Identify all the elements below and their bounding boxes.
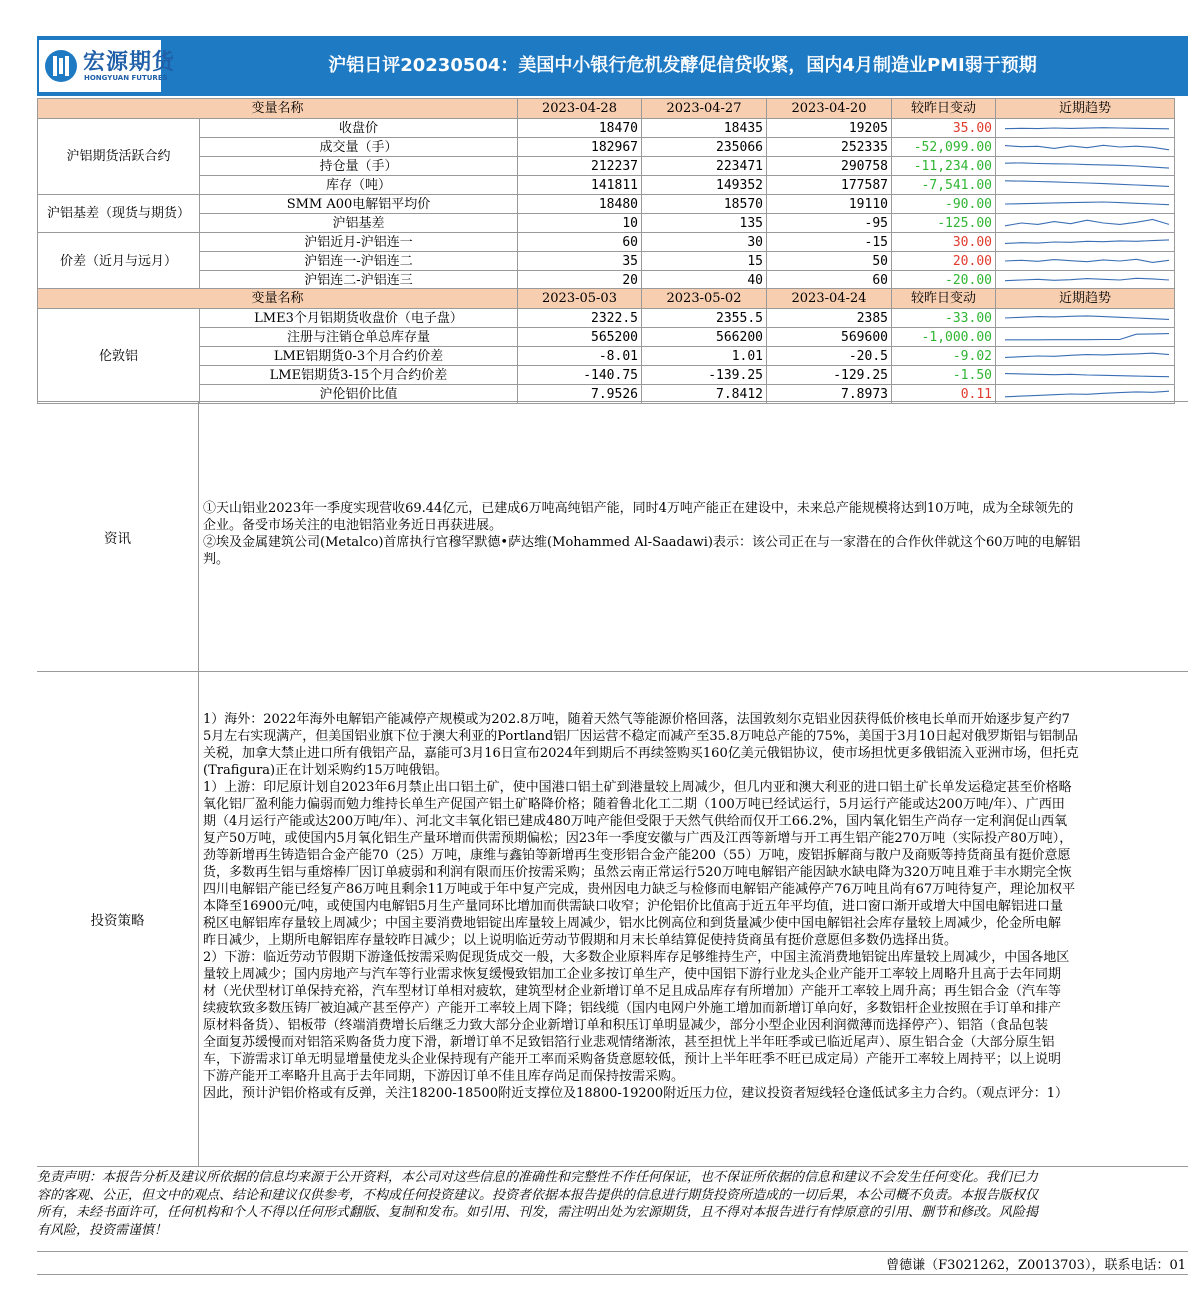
- strategy-line: 因此，预计沪铝价格或有反弹，关注18200-18500附近支撑位及18800-19200附近压力位，建议投资者短线轻仓逢低试多主力合约。（观点评分：1）: [203, 1086, 1068, 1101]
- header-variable-name: 变量名称: [38, 99, 518, 119]
- value-cell: 565200: [518, 328, 642, 347]
- value-cell: 30: [642, 233, 767, 252]
- sparkline-line: [1005, 128, 1169, 129]
- sparkline-line: [1005, 163, 1169, 168]
- disclaimer-line: 容的客观、公正，但文中的观点、结论和建议仅供参考，不构成任何投资建议。投资者依据本报告提供的信息进行期货投资所造成的一切后果，本公司概不负责。本报告版权仅: [37, 1187, 1039, 1203]
- change-cell: -90.00: [892, 195, 996, 214]
- change-cell: 30.00: [892, 233, 996, 252]
- strategy-content: [203, 711, 1188, 1102]
- sparkline-line: [1005, 202, 1169, 205]
- change-cell: -11,234.00: [892, 157, 996, 176]
- strategy-line: 量较上周减少；国内房地产与汽车等行业需求恢复缓慢致铝加工企业多按订单生产，使中国铝下游行业龙头企业产能开工率较上周略升且高于去年同期: [203, 967, 1062, 982]
- news-label: 资讯: [37, 402, 199, 672]
- strategy-line: 氧化铝厂盈利能力偏弱而勉力维持长单生产促国产铝土矿略降价格；随着鲁北化工二期（100万吨已经试运行，5月运行产能或达200万吨/年）、广西田: [203, 797, 1065, 812]
- strategy-line: 货，多数再生铝与重熔棒厂因订单疲弱和利润有限而压价按需采购；虽然云南正常运行520万吨电解铝产能因缺水缺电降为320万吨且难于丰水期完全恢: [203, 865, 1072, 880]
- report-title: 沪铝日评20230504：美国中小银行危机发酵促信贷收紧，国内4月制造业PMI弱于预期: [328, 55, 1037, 76]
- value-cell: 566200: [642, 328, 767, 347]
- news-line: 判。: [203, 552, 230, 567]
- strategy-line: 续疲软致多数压铸厂被迫减产甚至停产）产能开工率较上周下降；铝线缆（国内电网户外施工增加而新增订单向好，多数铝杆企业按照在手订单和排产: [203, 1001, 1062, 1016]
- value-cell: -8.01: [518, 347, 642, 366]
- strategy-line: (Trafigura)正在计划采购约15万吨俄铝。: [203, 763, 448, 778]
- strategy-line: 关税，加拿大禁止进口所有俄铝产品，嘉能可3月16日宣布2024年到期后不再续签购买160亿美元俄铝协议，使市场担忧更多俄铝流入亚洲市场，但托克: [203, 746, 1079, 761]
- value-cell: 19110: [767, 195, 892, 214]
- sparkline-line: [1005, 259, 1169, 262]
- analyst-contact: 曾德谦（F3021262，Z0013703），联系电话：01: [886, 1258, 1186, 1273]
- value-cell: 18480: [518, 195, 642, 214]
- group-label: 沪铝基差（现货与期货）: [38, 195, 200, 233]
- strategy-line: 1）海外：2022年海外电解铝产能减停产规模或为202.8万吨，随着天然气等能源价格回落，法国敦刻尔克铝业因获得低价核电长单而开始逐步复产约7: [203, 712, 1070, 727]
- value-cell: 235066: [642, 138, 767, 157]
- trend-sparkline: [996, 271, 1175, 290]
- sparkline-chart: [999, 233, 1171, 251]
- sparkline-chart: [999, 176, 1171, 194]
- value-cell: 15: [642, 252, 767, 271]
- variable-label: 沪铝连一-沪铝连二: [200, 252, 518, 271]
- sparkline-chart: [999, 214, 1171, 232]
- table-row: [38, 138, 1175, 157]
- value-cell: -140.75: [518, 366, 642, 385]
- news-line: 企业。备受市场关注的电池铝箔业务近日再获进展。: [203, 518, 503, 533]
- news-line: ②埃及金属建筑公司(Metalco)首席执行官穆罕默德•萨达维(Mohammed Al-Saadawi)表示：该公司正在与一家潜在的合作伙伴就这个60万吨的电解铝: [203, 535, 1081, 550]
- news-content: [203, 500, 1188, 568]
- trend-sparkline: [996, 157, 1175, 176]
- value-cell: 35: [518, 252, 642, 271]
- sparkline-line: [1005, 145, 1169, 150]
- value-cell: 2355.5: [642, 309, 767, 328]
- variable-label: LME铝期货0-3个月合约价差: [200, 347, 518, 366]
- value-cell: 40: [642, 271, 767, 290]
- group-label: 价差（近月与远月）: [38, 233, 200, 290]
- strategy-line: 全面复苏缓慢而对铝箔采购备货力度下滑，新增订单不足致铝箔行业悲观情绪渐浓，甚至担忧上半年旺季或已临近尾声）、原生铝合金（大部分原生铝: [203, 1035, 1055, 1050]
- change-cell: 35.00: [892, 119, 996, 138]
- value-cell: 20: [518, 271, 642, 290]
- strategy-line: 车，下游需求订单无明显增量使龙头企业保持现有产能开工率而采购备货意愿较低，预计上半年旺季不旺已成定局）产能开工率较上周持平；以上说明: [203, 1052, 1062, 1067]
- variable-label: 持仓量（手）: [200, 157, 518, 176]
- value-cell: 7.9526: [518, 385, 642, 404]
- value-cell: 569600: [767, 328, 892, 347]
- value-cell: 19205: [767, 119, 892, 138]
- sparkline-chart: [999, 119, 1171, 137]
- header-cell: 2023-04-20: [767, 99, 892, 119]
- table-row: [38, 309, 1175, 328]
- change-cell: -1.50: [892, 366, 996, 385]
- disclaimer-line: 有风险，投资需谨慎！: [37, 1222, 168, 1238]
- variable-label: 沪铝近月-沪铝连一: [200, 233, 518, 252]
- trend-sparkline: [996, 119, 1175, 138]
- header-cell: 2023-04-27: [642, 99, 767, 119]
- table-row: [38, 119, 1175, 138]
- trend-sparkline: [996, 309, 1175, 328]
- sparkline-line: [1005, 353, 1169, 357]
- header-cell: 近期趋势: [996, 99, 1175, 119]
- value-cell: 7.8973: [767, 385, 892, 404]
- strategy-section: [37, 671, 1188, 1166]
- domestic-aluminum-table: [37, 98, 1175, 290]
- header-cell: 2023-04-28: [518, 99, 642, 119]
- value-cell: 141811: [518, 176, 642, 195]
- strategy-line: 2）下游：临近劳动节假期下游逢低按需采购促现货成交一般，大多数企业原料库存足够维持生产，中国主流消费地铝锭出库量较上周减少，中国各地区: [203, 950, 1070, 965]
- table-row: [38, 195, 1175, 214]
- trend-sparkline: [996, 233, 1175, 252]
- change-cell: 20.00: [892, 252, 996, 271]
- disclaimer-line: 免责声明：本报告分析及建议所依据的信息均来源于公开资料，本公司对这些信息的准确性和完整性不作任何保证，也不保证所依据的信息和建议不会发生任何变化。我们已力: [37, 1170, 1039, 1185]
- variable-label: LME3个月铝期货收盘价（电子盘）: [200, 309, 518, 328]
- group-label: 沪铝期货活跃合约: [38, 119, 200, 195]
- sparkline-chart: [999, 138, 1171, 156]
- change-cell: -52,099.00: [892, 138, 996, 157]
- value-cell: 60: [767, 271, 892, 290]
- change-cell: -20.00: [892, 271, 996, 290]
- sparkline-chart: [999, 195, 1171, 213]
- sparkline-chart: [999, 271, 1171, 289]
- analyst-footer: [37, 1251, 1188, 1275]
- report-page: [37, 36, 1188, 1276]
- company-logo: [39, 40, 176, 92]
- table-row: [38, 271, 1175, 290]
- change-cell: -7,541.00: [892, 176, 996, 195]
- disclaimer-line: 所有，未经书面许可，任何机构和个人不得以任何形式翻版、复制和发布。如引用、刊发，需注明出处为宏源期货，且不得对本报告进行有悖原意的引用、删节和修改。风险揭: [37, 1205, 1039, 1220]
- change-cell: 0.11: [892, 385, 996, 404]
- value-cell: 212237: [518, 157, 642, 176]
- table-header-row: [38, 289, 1175, 309]
- change-cell: -1,000.00: [892, 328, 996, 347]
- trend-sparkline: [996, 214, 1175, 233]
- value-cell: 177587: [767, 176, 892, 195]
- variable-label: SMM A00电解铝平均价: [200, 195, 518, 214]
- hongyuan-logo-icon: [43, 44, 79, 88]
- trend-sparkline: [996, 252, 1175, 271]
- change-cell: -9.02: [892, 347, 996, 366]
- strategy-line: 本降至16900元/吨，或使国内电解铝5月生产量同环比增加而供需缺口收窄；沪伦铝价比值高于近五年平均值，进口窗口渐开或增大中国电解铝进口量: [203, 899, 1064, 914]
- value-cell: 10: [518, 214, 642, 233]
- sparkline-line: [1005, 334, 1169, 340]
- trend-sparkline: [996, 176, 1175, 195]
- strategy-line: 昨日减少，上期所电解铝库存量较昨日减少；以上说明临近劳动节假期和月末长单结算促使持货商虽有挺价意愿但多数仍选择出货。: [203, 933, 958, 948]
- logo-english-name: HONGYUAN FUTURES: [84, 74, 168, 82]
- sparkline-line: [1005, 278, 1169, 280]
- variable-label: 沪铝基差: [200, 214, 518, 233]
- sparkline-chart: [999, 366, 1171, 384]
- variable-label: LME铝期货3-15个月合约价差: [200, 366, 518, 385]
- value-cell: 290758: [767, 157, 892, 176]
- trend-sparkline: [996, 328, 1175, 347]
- sparkline-chart: [999, 252, 1171, 270]
- variable-label: 收盘价: [200, 119, 518, 138]
- value-cell: -129.25: [767, 366, 892, 385]
- sparkline-chart: [999, 157, 1171, 175]
- strategy-line: 税区电解铝库存量较上周减少；中国主要消费地铝锭出库量较上周减少，铝水比例高位和到货量减少使中国电解铝社会库存量较上周减少，伦金所电解: [203, 916, 1062, 931]
- strategy-label: 投资策略: [37, 672, 199, 1166]
- trend-sparkline: [996, 195, 1175, 214]
- report-banner: [37, 36, 1188, 96]
- strategy-line: 5月左右实现满产，但美国铝业旗下位于澳大利亚的Portland铝厂因运营不稳定而减产至35.8万吨总产能的75%，美国于3月10日起对俄罗斯铝与铝制品: [203, 729, 1079, 744]
- logo-chinese-name: 宏源期货: [83, 50, 176, 75]
- value-cell: -15: [767, 233, 892, 252]
- table-header-row: [38, 99, 1175, 119]
- sparkline-chart: [999, 328, 1171, 346]
- group-label: 伦敦铝: [38, 309, 200, 404]
- value-cell: 2385: [767, 309, 892, 328]
- table-row: [38, 233, 1175, 252]
- value-cell: -139.25: [642, 366, 767, 385]
- value-cell: 60: [518, 233, 642, 252]
- sparkline-line: [1005, 240, 1169, 244]
- value-cell: 1.01: [642, 347, 767, 366]
- trend-sparkline: [996, 347, 1175, 366]
- value-cell: 135: [642, 214, 767, 233]
- header-cell: 2023-04-24: [767, 289, 892, 309]
- value-cell: 18570: [642, 195, 767, 214]
- value-cell: 7.8412: [642, 385, 767, 404]
- value-cell: 223471: [642, 157, 767, 176]
- table-row: [38, 366, 1175, 385]
- variable-label: 成交量（手）: [200, 138, 518, 157]
- value-cell: 182967: [518, 138, 642, 157]
- sparkline-line: [1005, 374, 1169, 377]
- table-row: [38, 252, 1175, 271]
- value-cell: 18435: [642, 119, 767, 138]
- value-cell: -95: [767, 214, 892, 233]
- table-row: [38, 214, 1175, 233]
- sparkline-line: [1005, 220, 1169, 226]
- strategy-line: 下游产能开工率略升且高于去年同期，下游因订单不佳且库存尚足而保持按需采购。: [203, 1069, 685, 1084]
- value-cell: -20.5: [767, 347, 892, 366]
- table-row: [38, 347, 1175, 366]
- disclaimer: [37, 1166, 1188, 1239]
- value-cell: 2322.5: [518, 309, 642, 328]
- value-cell: 50: [767, 252, 892, 271]
- table-row: [38, 328, 1175, 347]
- header-cell: 近期趋势: [996, 289, 1175, 309]
- trend-sparkline: [996, 366, 1175, 385]
- change-cell: -125.00: [892, 214, 996, 233]
- change-cell: -33.00: [892, 309, 996, 328]
- header-cell: 较昨日变动: [892, 289, 996, 309]
- news-line: ①天山铝业2023年一季度实现营收69.44亿元，已建成6万吨高纯铝产能，同时4万吨产能正在建设中，未来总产能规模将达到10万吨，成为全球领先的: [203, 501, 1074, 516]
- strategy-line: 四川电解铝产能已经复产86万吨且剩余11万吨或于年中复产完成，贵州因电力缺乏与检修而电解铝产能减停产76万吨且尚有67万吨待复产，理论加权平: [203, 882, 1076, 897]
- value-cell: 18470: [518, 119, 642, 138]
- strategy-line: 期（4月运行产能或达200万吨/年）、河北文丰氧化铝已建成480万吨产能但受限于天然气供给而仅开工66.2%，国内氧化铝生产尚存一定利润促山西氧: [203, 814, 1068, 829]
- header-variable-name: 变量名称: [38, 289, 518, 309]
- strategy-line: 1）上游：印尼原计划自2023年6月禁止出口铝土矿，使中国港口铝土矿到港量较上周减少，但几内亚和澳大利亚的进口铝土矿长单发运稳定甚至价格略: [203, 780, 1072, 795]
- value-cell: 149352: [642, 176, 767, 195]
- header-cell: 2023-05-03: [518, 289, 642, 309]
- value-cell: 252335: [767, 138, 892, 157]
- strategy-line: 复产50万吨，或使国内5月氧化铝生产量环增而供需预期偏松；因23年一季度安徽与广西及江西等新增与开工再生铝产能270万吨（实际投产80万吨），: [203, 831, 1073, 846]
- strategy-line: 材（光伏型材订单保持充裕，汽车型材订单相对疲软，建筑型材企业新增订单不足且成品库存有所增加）产能开工率较上周升高；再生铝合金（汽车等: [203, 984, 1062, 999]
- header-cell: 2023-05-02: [642, 289, 767, 309]
- trend-sparkline: [996, 138, 1175, 157]
- table-row: [38, 157, 1175, 176]
- sparkline-line: [1005, 181, 1169, 187]
- variable-label: 库存（吨）: [200, 176, 518, 195]
- news-section: [37, 401, 1188, 672]
- sparkline-chart: [999, 347, 1171, 365]
- lme-aluminum-table: [37, 288, 1175, 404]
- table-row: [38, 176, 1175, 195]
- variable-label: 沪铝连二-沪铝连三: [200, 271, 518, 290]
- strategy-line: 劲等新增再生铸造铝合金产能70（25）万吨，康维与鑫铂等新增再生变形铝合金产能200（55）万吨，废铝拆解商与散户及商贩等持货商虽有挺价意愿: [203, 848, 1071, 863]
- strategy-line: 原材料备货）、铝板带（终端消费增长后继乏力致大部分企业新增订单和积压订单明显减少，部分小型企业因利润微薄而选择停产）、铝箔（食品包装: [203, 1018, 1049, 1033]
- sparkline-line: [1005, 316, 1169, 320]
- variable-label: 注册与注销仓单总库存量: [200, 328, 518, 347]
- header-cell: 较昨日变动: [892, 99, 996, 119]
- sparkline-line: [1005, 391, 1169, 397]
- sparkline-chart: [999, 309, 1171, 327]
- variable-label: 沪伦铝价比值: [200, 385, 518, 404]
